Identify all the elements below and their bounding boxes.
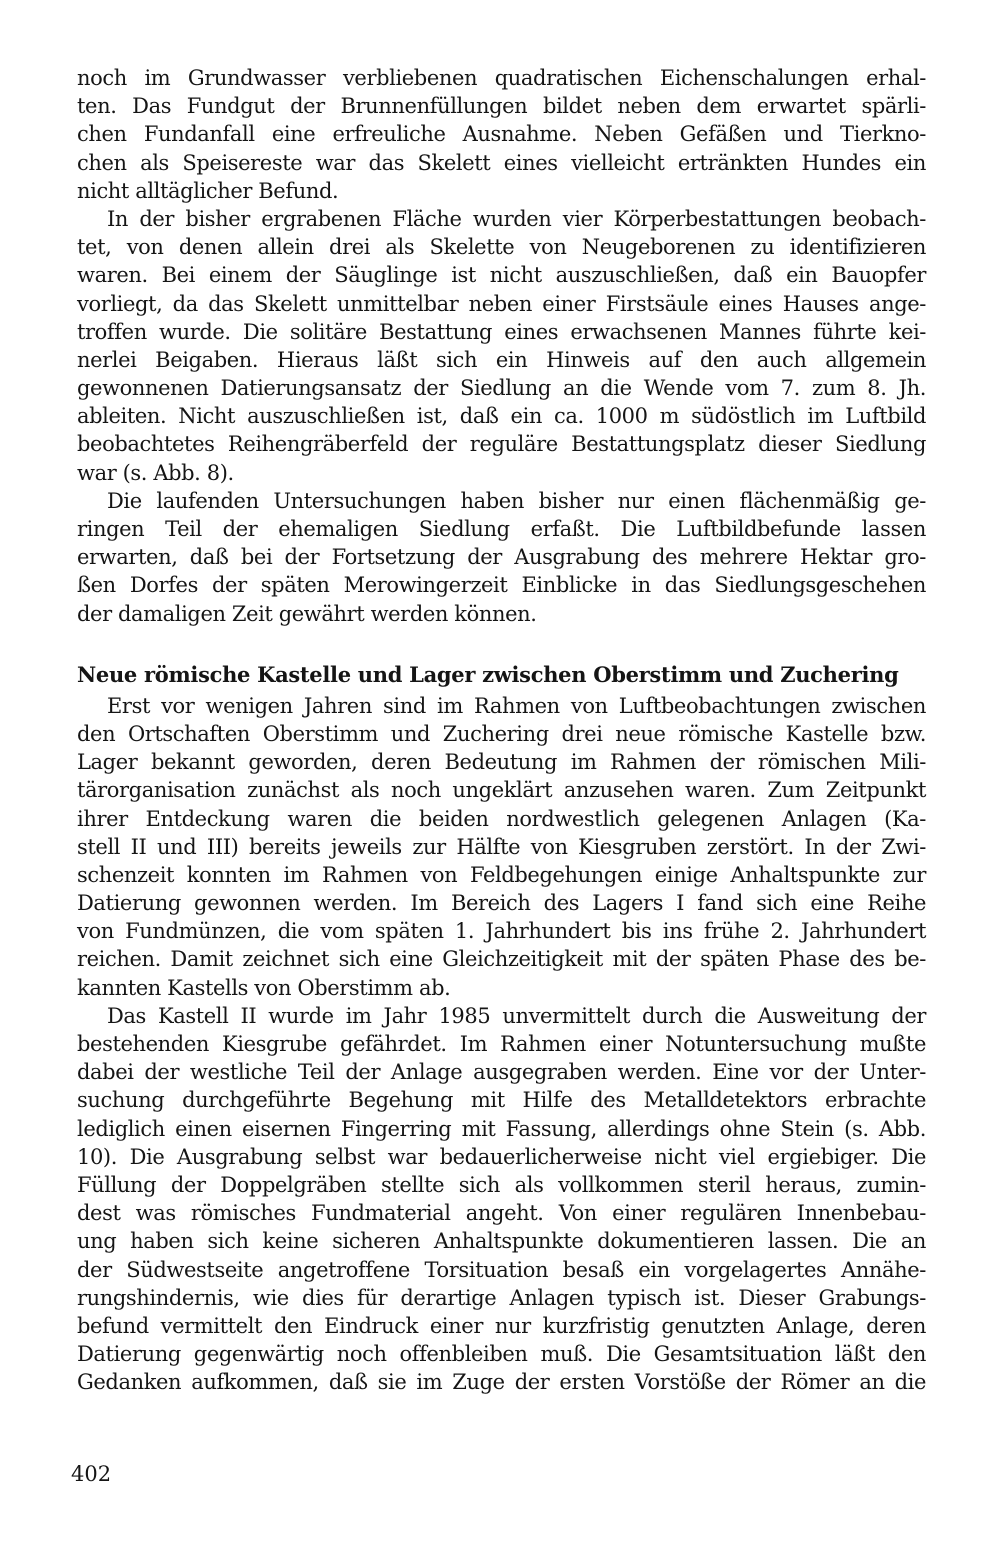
text-line: ten. Das Fundgut der Brunnenfüllungen bildet neben dem erwartet spärli- — [77, 94, 926, 119]
section-heading: Neue römische Kastelle und Lager zwischen Oberstimm und Zuchering — [77, 661, 899, 687]
text-line: reichen. Damit zeichnet sich eine Gleichzeitigkeit mit der späten Phase des be- — [77, 947, 926, 972]
text-line: Die laufenden Untersuchungen haben bisher nur einen flächenmäßig ge- — [107, 488, 926, 513]
text-line: Datierung gegenwärtig noch offenbleiben muß. Die Gesamtsituation läßt den — [77, 1342, 926, 1367]
text-line: Datierung gewonnen werden. Im Bereich des Lagers I fand sich eine Reihe — [77, 891, 926, 916]
section-gap — [77, 628, 926, 658]
text-line: Lager bekannt geworden, deren Bedeutung im Rahmen der römischen Mili- — [77, 750, 926, 775]
text-line: tärorganisation zunächst als noch ungeklärt anzusehen waren. Zum Zeitpunkt — [77, 778, 926, 803]
text-line: der damaligen Zeit gewährt werden können. — [77, 601, 537, 626]
text-line: waren. Bei einem der Säuglinge ist nicht auszuschließen, daß ein Bauopfer — [77, 263, 926, 288]
text-line: gewonnenen Datierungsansatz der Siedlung an die Wende vom 7. zum 8. Jh. — [77, 376, 926, 401]
text-line: suchung durchgeführte Begehung mit Hilfe des Metalldetektors erbrachte — [77, 1088, 926, 1113]
paragraph — [77, 692, 926, 1002]
page-body — [77, 64, 926, 1504]
text-line: rungshindernis, wie dies für derartige Anlagen typisch ist. Dieser Grabungs- — [77, 1285, 926, 1310]
paragraph — [77, 64, 926, 205]
text-line: erwarten, daß bei der Fortsetzung der Ausgrabung des mehrere Hektar gro- — [77, 545, 926, 570]
text-line: Erst vor wenigen Jahren sind im Rahmen von Luftbeobachtungen zwischen — [107, 693, 926, 718]
text-line: Gedanken aufkommen, daß sie im Zuge der ersten Vorstöße der Römer an die — [77, 1370, 926, 1395]
text-line: In der bisher ergrabenen Fläche wurden vier Körperbestattungen beobach- — [107, 206, 926, 231]
text-line: den Ortschaften Oberstimm und Zuchering drei neue römische Kastelle bzw. — [77, 721, 926, 746]
paragraph — [77, 487, 926, 628]
text-line: Das Kastell II wurde im Jahr 1985 unvermittelt durch die Ausweitung der — [107, 1003, 926, 1028]
text-line: der Südwestseite angetroffene Torsituation besaß ein vorgelagertes Annähe- — [77, 1257, 926, 1282]
text-line: beobachtetes Reihengräberfeld der reguläre Bestattungsplatz dieser Siedlung — [77, 432, 926, 457]
text-line: schenzeit konnten im Rahmen von Feldbegehungen einige Anhaltspunkte zur — [77, 862, 926, 887]
text-line: von Fundmünzen, die vom späten 1. Jahrhundert bis ins frühe 2. Jahrhundert — [77, 919, 926, 944]
text-line: ßen Dorfes der späten Merowingerzeit Einblicke in das Siedlungsgeschehen — [77, 573, 926, 598]
text-line: ableiten. Nicht auszuschließen ist, daß ein ca. 1000 m südöstlich im Luftbild — [77, 404, 926, 429]
text-line: lediglich einen eisernen Fingerring mit Fassung, allerdings ohne Stein (s. Abb. — [77, 1116, 926, 1141]
text-line: 10). Die Ausgrabung selbst war bedauerlicherweise nicht viel ergiebiger. Die — [77, 1144, 926, 1169]
text-line: befund vermittelt den Eindruck einer nur kurzfristig genutzten Anlage, deren — [77, 1313, 926, 1338]
text-line: chen als Speisereste war das Skelett eines vielleicht ertränkten Hundes ein — [77, 150, 926, 175]
text-line: tet, von denen allein drei als Skelette von Neugeborenen zu identifizieren — [77, 235, 926, 260]
paragraph — [77, 205, 926, 487]
text-line: nerlei Beigaben. Hieraus läßt sich ein Hinweis auf den auch allgemein — [77, 347, 926, 372]
text-line: noch im Grundwasser verbliebenen quadratischen Eichenschalungen erhal- — [77, 66, 926, 90]
text-line: war (s. Abb. 8). — [77, 460, 234, 485]
text-line: Füllung der Doppelgräben stellte sich als vollkommen steril heraus, zumin- — [77, 1172, 926, 1197]
text-line: dest was römisches Fundmaterial angeht. Von einer regulären Innenbebau- — [77, 1201, 926, 1226]
text-line: bestehenden Kiesgrube gefährdet. Im Rahmen einer Notuntersuchung mußte — [77, 1032, 926, 1056]
text-line: ung haben sich keine sicheren Anhaltspunkte dokumentieren lassen. Die an — [77, 1229, 926, 1254]
text-line: vorliegt, da das Skelett unmittelbar neben einer Firstsäule eines Hauses ange- — [77, 291, 926, 316]
text-line: ihrer Entdeckung waren die beiden nordwestlich gelegenen Anlagen (Ka- — [77, 806, 926, 831]
text-line: ringen Teil der ehemaligen Siedlung erfaßt. Die Luftbildbefunde lassen — [77, 517, 926, 541]
paragraph — [77, 1002, 926, 1397]
text-line: dabei der westliche Teil der Anlage ausgegraben werden. Eine vor der Unter- — [77, 1060, 926, 1085]
text-line: chen Fundanfall eine erfreuliche Ausnahme. Neben Gefäßen und Tierkno- — [77, 122, 926, 147]
text-line: troffen wurde. Die solitäre Bestattung eines erwachsenen Mannes führte kei- — [77, 319, 926, 344]
text-line: kannten Kastells von Oberstimm ab. — [77, 975, 451, 1000]
text-line: stell II und III) bereits jeweils zur Hälfte von Kiesgruben zerstört. In der Zwi- — [77, 834, 926, 859]
page-number: 402 — [71, 1462, 112, 1486]
text-line: nicht alltäglicher Befund. — [77, 178, 339, 203]
